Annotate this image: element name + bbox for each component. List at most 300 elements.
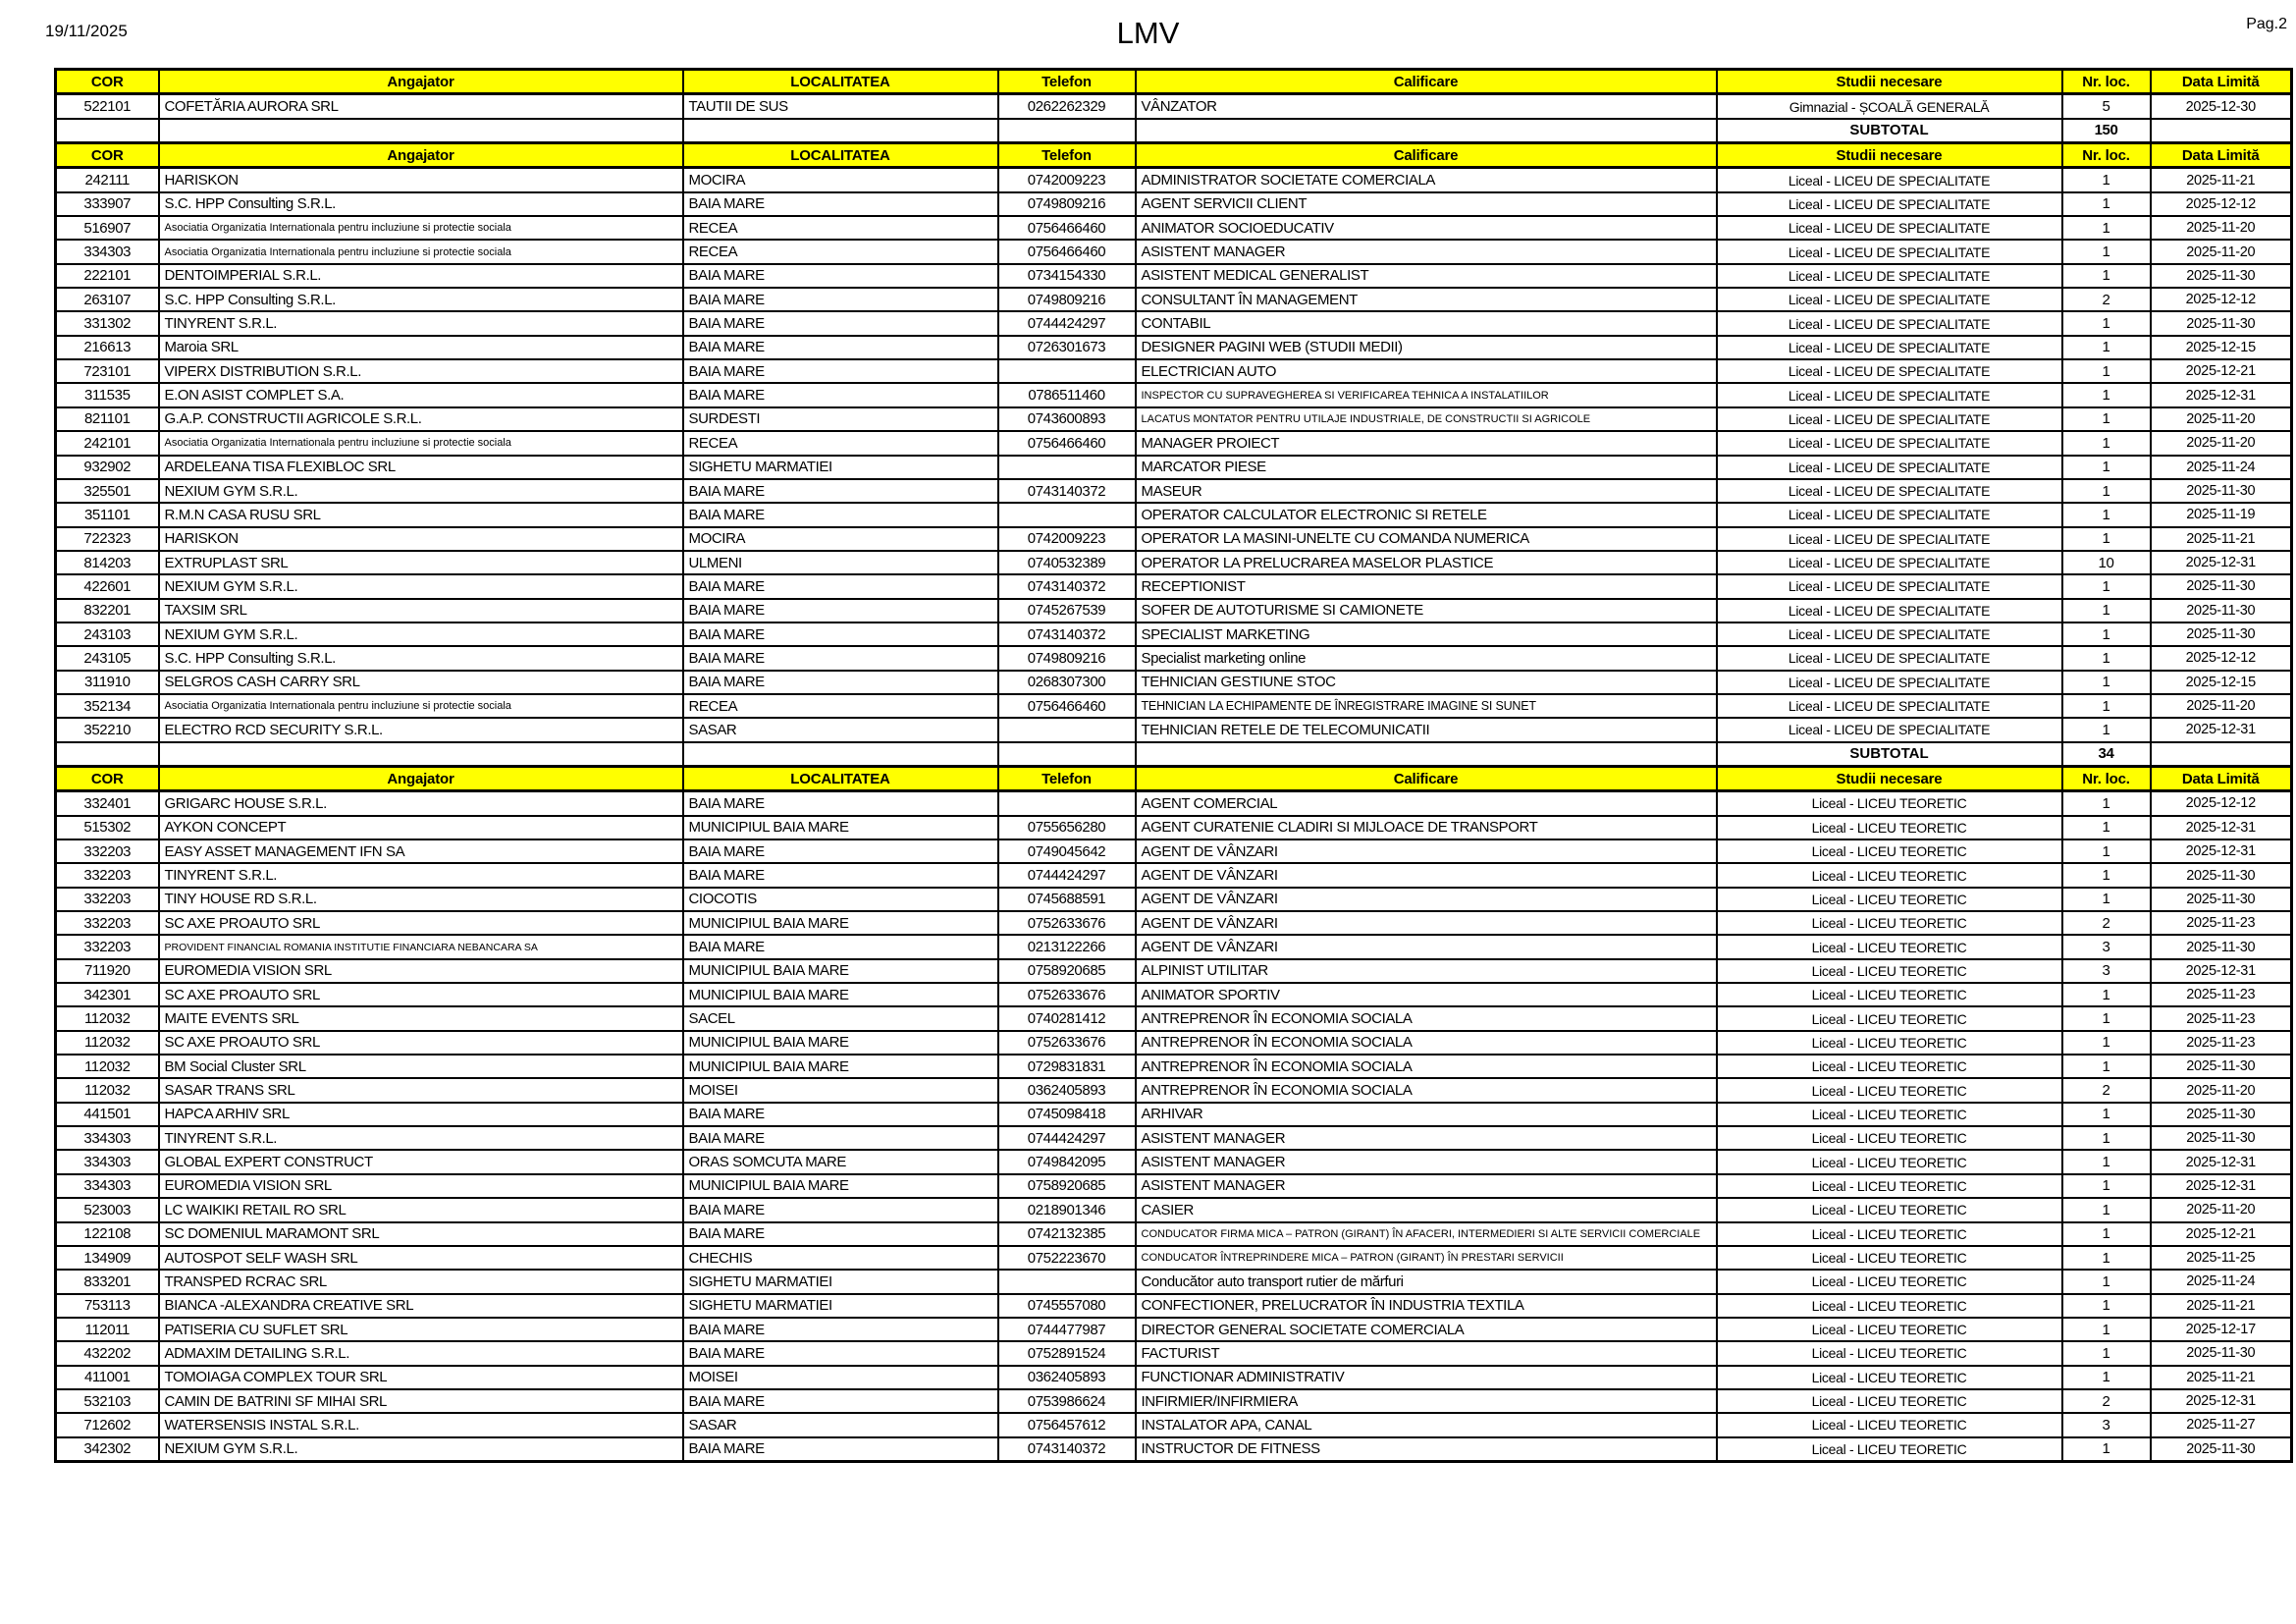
employer-cell: E.ON ASIST COMPLET S.A. — [159, 383, 683, 406]
cor-cell: 411001 — [56, 1366, 159, 1389]
cor-cell: 311535 — [56, 383, 159, 406]
page-number: Pag.2 — [2246, 16, 2287, 32]
locality-cell: SURDESTI — [683, 407, 998, 431]
deadline-cell: 2025-11-20 — [2151, 407, 2292, 431]
phone-cell: 0742009223 — [998, 168, 1136, 192]
phone-cell: 0740281412 — [998, 1006, 1136, 1030]
employer-cell: AUTOSPOT SELF WASH SRL — [159, 1246, 683, 1270]
employer-cell: Asociatia Organizatia Internationala pentru incluziune si protectie sociala — [159, 216, 683, 240]
vacancy-row — [56, 623, 2292, 646]
education-cell: Liceal - LICEU DE SPECIALITATE — [1717, 216, 2062, 240]
phone-cell: 0744424297 — [998, 1126, 1136, 1150]
qualification-cell: ASISTENT MEDICAL GENERALIST — [1136, 264, 1717, 288]
employer-cell: TINY HOUSE RD S.R.L. — [159, 888, 683, 911]
column-header-cor: COR — [56, 70, 159, 94]
phone-cell: 0729831831 — [998, 1055, 1136, 1078]
subtotal-value: 150 — [2062, 119, 2151, 143]
deadline-cell: 2025-11-20 — [2151, 216, 2292, 240]
deadline-cell: 2025-11-30 — [2151, 479, 2292, 503]
positions-cell: 1 — [2062, 623, 2151, 646]
empty-cell — [1136, 742, 1717, 767]
empty-cell — [56, 119, 159, 143]
positions-cell: 2 — [2062, 1078, 2151, 1102]
qualification-cell: INSTALATOR APA, CANAL — [1136, 1413, 1717, 1436]
qualification-cell: ASISTENT MANAGER — [1136, 1126, 1717, 1150]
employer-cell: TINYRENT S.R.L. — [159, 863, 683, 887]
subtotal-row — [56, 742, 2292, 767]
education-cell: Liceal - LICEU DE SPECIALITATE — [1717, 359, 2062, 383]
deadline-cell: 2025-11-30 — [2151, 1103, 2292, 1126]
education-cell: Liceal - LICEU TEORETIC — [1717, 863, 2062, 887]
phone-cell — [998, 359, 1136, 383]
locality-cell: RECEA — [683, 694, 998, 718]
positions-cell: 1 — [2062, 1294, 2151, 1318]
qualification-cell: ASISTENT MANAGER — [1136, 1150, 1717, 1173]
cor-cell: 352210 — [56, 718, 159, 741]
vacancy-row — [56, 888, 2292, 911]
vacancy-row — [56, 646, 2292, 670]
cor-cell: 242111 — [56, 168, 159, 192]
deadline-cell: 2025-11-19 — [2151, 503, 2292, 526]
vacancy-row — [56, 288, 2292, 311]
locality-cell: CIOCOTIS — [683, 888, 998, 911]
education-cell: Liceal - LICEU DE SPECIALITATE — [1717, 240, 2062, 263]
qualification-cell: SOFER DE AUTOTURISME SI CAMIONETE — [1136, 599, 1717, 623]
deadline-cell: 2025-11-30 — [2151, 1055, 2292, 1078]
qualification-cell: ANTREPRENOR ÎN ECONOMIA SOCIALA — [1136, 1031, 1717, 1055]
deadline-cell: 2025-12-15 — [2151, 671, 2292, 694]
phone-cell: 0745557080 — [998, 1294, 1136, 1318]
education-cell: Liceal - LICEU TEORETIC — [1717, 911, 2062, 935]
employer-cell: PATISERIA CU SUFLET SRL — [159, 1318, 683, 1341]
column-header-localitatea: LOCALITATEA — [683, 70, 998, 94]
vacancy-table — [54, 68, 2293, 1463]
phone-cell: 0752633676 — [998, 1031, 1136, 1055]
locality-cell: BAIA MARE — [683, 1198, 998, 1221]
vacancy-row — [56, 503, 2292, 526]
column-header-cor: COR — [56, 143, 159, 168]
vacancy-row — [56, 1150, 2292, 1173]
positions-cell: 1 — [2062, 574, 2151, 598]
positions-cell: 1 — [2062, 1437, 2151, 1462]
vacancy-row — [56, 1270, 2292, 1293]
phone-cell: 0744424297 — [998, 863, 1136, 887]
education-cell: Liceal - LICEU DE SPECIALITATE — [1717, 168, 2062, 192]
qualification-cell: AGENT DE VÂNZARI — [1136, 863, 1717, 887]
locality-cell: SIGHETU MARMATIEI — [683, 456, 998, 479]
phone-cell: 0752633676 — [998, 983, 1136, 1006]
positions-cell: 1 — [2062, 1055, 2151, 1078]
phone-cell: 0362405893 — [998, 1366, 1136, 1389]
positions-cell: 1 — [2062, 359, 2151, 383]
locality-cell: ULMENI — [683, 551, 998, 574]
deadline-cell: 2025-12-21 — [2151, 359, 2292, 383]
education-cell: Liceal - LICEU DE SPECIALITATE — [1717, 288, 2062, 311]
employer-cell: Asociatia Organizatia Internationala pentru incluziune si protectie sociala — [159, 694, 683, 718]
cor-cell: 814203 — [56, 551, 159, 574]
positions-cell: 1 — [2062, 1366, 2151, 1389]
positions-cell: 1 — [2062, 1318, 2151, 1341]
locality-cell: BAIA MARE — [683, 1222, 998, 1246]
vacancy-row — [56, 1437, 2292, 1462]
locality-cell: CHECHIS — [683, 1246, 998, 1270]
employer-cell: AYKON CONCEPT — [159, 816, 683, 839]
phone-cell: 0753986624 — [998, 1389, 1136, 1413]
qualification-cell: AGENT SERVICII CLIENT — [1136, 192, 1717, 216]
cor-cell: 753113 — [56, 1294, 159, 1318]
phone-cell: 0743140372 — [998, 479, 1136, 503]
employer-cell: BIANCA -ALEXANDRA CREATIVE SRL — [159, 1294, 683, 1318]
vacancy-row — [56, 1006, 2292, 1030]
qualification-cell: Conducător auto transport rutier de mărfuri — [1136, 1270, 1717, 1293]
vacancy-row — [56, 1198, 2292, 1221]
education-cell: Liceal - LICEU TEORETIC — [1717, 816, 2062, 839]
positions-cell: 1 — [2062, 1006, 2151, 1030]
positions-cell: 1 — [2062, 383, 2151, 406]
phone-cell: 0758920685 — [998, 1174, 1136, 1198]
positions-cell: 1 — [2062, 839, 2151, 863]
deadline-cell: 2025-11-24 — [2151, 456, 2292, 479]
phone-cell: 0744477987 — [998, 1318, 1136, 1341]
positions-cell: 1 — [2062, 407, 2151, 431]
locality-cell: BAIA MARE — [683, 623, 998, 646]
deadline-cell: 2025-11-20 — [2151, 431, 2292, 455]
qualification-cell: MARCATOR PIESE — [1136, 456, 1717, 479]
qualification-cell: ALPINIST UTILITAR — [1136, 959, 1717, 983]
column-header-angajator: Angajator — [159, 143, 683, 168]
locality-cell: MUNICIPIUL BAIA MARE — [683, 959, 998, 983]
column-header-calificare: Calificare — [1136, 70, 1717, 94]
employer-cell: SELGROS CASH CARRY SRL — [159, 671, 683, 694]
positions-cell: 1 — [2062, 888, 2151, 911]
locality-cell: BAIA MARE — [683, 1389, 998, 1413]
education-cell: Liceal - LICEU TEORETIC — [1717, 1031, 2062, 1055]
locality-cell: BAIA MARE — [683, 574, 998, 598]
deadline-cell: 2025-11-30 — [2151, 1126, 2292, 1150]
cor-cell: 134909 — [56, 1246, 159, 1270]
employer-cell: GRIGARC HOUSE S.R.L. — [159, 791, 683, 816]
vacancy-row — [56, 983, 2292, 1006]
phone-cell: 0749809216 — [998, 288, 1136, 311]
positions-cell: 1 — [2062, 1103, 2151, 1126]
locality-cell: SASAR — [683, 718, 998, 741]
education-cell: Liceal - LICEU DE SPECIALITATE — [1717, 599, 2062, 623]
positions-cell: 1 — [2062, 863, 2151, 887]
cor-cell: 122108 — [56, 1222, 159, 1246]
cor-cell: 441501 — [56, 1103, 159, 1126]
phone-cell: 0756466460 — [998, 240, 1136, 263]
column-header-localitatea: LOCALITATEA — [683, 766, 998, 790]
positions-cell: 1 — [2062, 694, 2151, 718]
phone-cell: 0740532389 — [998, 551, 1136, 574]
phone-cell: 0749045642 — [998, 839, 1136, 863]
education-cell: Liceal - LICEU DE SPECIALITATE — [1717, 407, 2062, 431]
education-cell: Liceal - LICEU TEORETIC — [1717, 888, 2062, 911]
education-cell: Liceal - LICEU TEORETIC — [1717, 1341, 2062, 1365]
phone-cell: 0756466460 — [998, 431, 1136, 455]
cor-cell: 332203 — [56, 911, 159, 935]
column-header-telefon: Telefon — [998, 766, 1136, 790]
cor-cell: 515302 — [56, 816, 159, 839]
cor-cell: 516907 — [56, 216, 159, 240]
locality-cell: BAIA MARE — [683, 1318, 998, 1341]
vacancy-row — [56, 839, 2292, 863]
employer-cell: MAITE EVENTS SRL — [159, 1006, 683, 1030]
qualification-cell: FACTURIST — [1136, 1341, 1717, 1365]
deadline-cell: 2025-11-20 — [2151, 694, 2292, 718]
column-header-telefon: Telefon — [998, 70, 1136, 94]
positions-cell: 1 — [2062, 311, 2151, 335]
deadline-cell: 2025-11-23 — [2151, 1031, 2292, 1055]
education-cell: Liceal - LICEU TEORETIC — [1717, 935, 2062, 958]
locality-cell: BAIA MARE — [683, 935, 998, 958]
positions-cell: 1 — [2062, 1150, 2151, 1173]
positions-cell: 1 — [2062, 216, 2151, 240]
deadline-cell: 2025-12-31 — [2151, 383, 2292, 406]
phone-cell: 0743140372 — [998, 574, 1136, 598]
employer-cell: ARDELEANA TISA FLEXIBLOC SRL — [159, 456, 683, 479]
phone-cell: 0268307300 — [998, 671, 1136, 694]
phone-cell — [998, 456, 1136, 479]
column-header-studii: Studii necesare — [1717, 766, 2062, 790]
education-cell: Liceal - LICEU TEORETIC — [1717, 1174, 2062, 1198]
vacancy-row — [56, 383, 2292, 406]
column-header-data-limita: Data Limită — [2151, 70, 2292, 94]
locality-cell: MUNICIPIUL BAIA MARE — [683, 816, 998, 839]
qualification-cell: DIRECTOR GENERAL SOCIETATE COMERCIALA — [1136, 1318, 1717, 1341]
locality-cell: BAIA MARE — [683, 383, 998, 406]
vacancy-row — [56, 911, 2292, 935]
cor-cell: 112032 — [56, 1078, 159, 1102]
qualification-cell: ASISTENT MANAGER — [1136, 240, 1717, 263]
vacancy-row — [56, 1078, 2292, 1102]
employer-cell: EUROMEDIA VISION SRL — [159, 1174, 683, 1198]
cor-cell: 222101 — [56, 264, 159, 288]
education-cell: Liceal - LICEU TEORETIC — [1717, 1126, 2062, 1150]
cor-cell: 112032 — [56, 1031, 159, 1055]
qualification-cell: VÂNZATOR — [1136, 94, 1717, 119]
qualification-cell: CONDUCATOR ÎNTREPRINDERE MICA – PATRON (GIRANT) ÎN PRESTARI SERVICII — [1136, 1246, 1717, 1270]
cor-cell: 832201 — [56, 599, 159, 623]
phone-cell: 0743600893 — [998, 407, 1136, 431]
cor-cell: 821101 — [56, 407, 159, 431]
locality-cell: MUNICIPIUL BAIA MARE — [683, 983, 998, 1006]
education-cell: Liceal - LICEU TEORETIC — [1717, 959, 2062, 983]
cor-cell: 112032 — [56, 1055, 159, 1078]
education-cell: Liceal - LICEU DE SPECIALITATE — [1717, 718, 2062, 741]
education-cell: Liceal - LICEU TEORETIC — [1717, 791, 2062, 816]
cor-cell: 522101 — [56, 94, 159, 119]
qualification-cell: CONTABIL — [1136, 311, 1717, 335]
employer-cell: HARISKON — [159, 527, 683, 551]
education-cell: Liceal - LICEU DE SPECIALITATE — [1717, 574, 2062, 598]
employer-cell: COFETĂRIA AURORA SRL — [159, 94, 683, 119]
cor-cell: 342301 — [56, 983, 159, 1006]
locality-cell: BAIA MARE — [683, 1126, 998, 1150]
deadline-cell: 2025-11-30 — [2151, 863, 2292, 887]
vacancy-row — [56, 431, 2292, 455]
column-header-angajator: Angajator — [159, 766, 683, 790]
employer-cell: HAPCA ARHIV SRL — [159, 1103, 683, 1126]
qualification-cell: ADMINISTRATOR SOCIETATE COMERCIALA — [1136, 168, 1717, 192]
vacancy-row — [56, 216, 2292, 240]
qualification-cell: AGENT DE VÂNZARI — [1136, 888, 1717, 911]
locality-cell: MUNICIPIUL BAIA MARE — [683, 1031, 998, 1055]
deadline-cell: 2025-11-20 — [2151, 1198, 2292, 1221]
qualification-cell: RECEPTIONIST — [1136, 574, 1717, 598]
phone-cell: 0744424297 — [998, 311, 1136, 335]
vacancy-row — [56, 816, 2292, 839]
positions-cell: 3 — [2062, 935, 2151, 958]
deadline-cell: 2025-12-31 — [2151, 816, 2292, 839]
deadline-cell: 2025-12-12 — [2151, 646, 2292, 670]
deadline-cell: 2025-12-31 — [2151, 959, 2292, 983]
deadline-cell: 2025-11-21 — [2151, 168, 2292, 192]
locality-cell: MOISEI — [683, 1078, 998, 1102]
employer-cell: Maroia SRL — [159, 336, 683, 359]
locality-cell: BAIA MARE — [683, 839, 998, 863]
qualification-cell: AGENT COMERCIAL — [1136, 791, 1717, 816]
vacancy-row — [56, 527, 2292, 551]
locality-cell: BAIA MARE — [683, 1103, 998, 1126]
education-cell: Liceal - LICEU DE SPECIALITATE — [1717, 551, 2062, 574]
deadline-cell: 2025-12-31 — [2151, 1174, 2292, 1198]
education-cell: Liceal - LICEU DE SPECIALITATE — [1717, 311, 2062, 335]
positions-cell: 1 — [2062, 336, 2151, 359]
education-cell: Liceal - LICEU DE SPECIALITATE — [1717, 336, 2062, 359]
employer-cell: SC DOMENIUL MARAMONT SRL — [159, 1222, 683, 1246]
cor-cell: 342302 — [56, 1437, 159, 1462]
vacancy-row — [56, 359, 2292, 383]
employer-cell: LC WAIKIKI RETAIL RO SRL — [159, 1198, 683, 1221]
column-header-nr-loc: Nr. loc. — [2062, 70, 2151, 94]
education-cell: Liceal - LICEU DE SPECIALITATE — [1717, 431, 2062, 455]
locality-cell: BAIA MARE — [683, 479, 998, 503]
positions-cell: 1 — [2062, 1198, 2151, 1221]
education-cell: Liceal - LICEU TEORETIC — [1717, 839, 2062, 863]
locality-cell: RECEA — [683, 431, 998, 455]
phone-cell: 0743140372 — [998, 1437, 1136, 1462]
employer-cell: TAXSIM SRL — [159, 599, 683, 623]
education-cell: Liceal - LICEU TEORETIC — [1717, 1318, 2062, 1341]
employer-cell: NEXIUM GYM S.R.L. — [159, 574, 683, 598]
phone-cell: 0755656280 — [998, 816, 1136, 839]
qualification-cell: MANAGER PROIECT — [1136, 431, 1717, 455]
deadline-cell: 2025-11-20 — [2151, 1078, 2292, 1102]
locality-cell: RECEA — [683, 240, 998, 263]
education-cell: Liceal - LICEU TEORETIC — [1717, 1294, 2062, 1318]
locality-cell: BAIA MARE — [683, 311, 998, 335]
employer-cell: VIPERX DISTRIBUTION S.R.L. — [159, 359, 683, 383]
education-cell: Liceal - LICEU DE SPECIALITATE — [1717, 456, 2062, 479]
education-cell: Liceal - LICEU TEORETIC — [1717, 983, 2062, 1006]
qualification-cell: CONDUCATOR FIRMA MICA – PATRON (GIRANT) ÎN AFACERI, INTERMEDIERI SI ALTE SERVICII COMERCIALE — [1136, 1222, 1717, 1246]
education-cell: Liceal - LICEU DE SPECIALITATE — [1717, 383, 2062, 406]
education-cell: Liceal - LICEU DE SPECIALITATE — [1717, 527, 2062, 551]
cor-cell: 311910 — [56, 671, 159, 694]
phone-cell: 0749842095 — [998, 1150, 1136, 1173]
column-header-nr-loc: Nr. loc. — [2062, 766, 2151, 790]
positions-cell: 5 — [2062, 94, 2151, 119]
positions-cell: 1 — [2062, 816, 2151, 839]
cor-cell: 331302 — [56, 311, 159, 335]
cor-cell: 334303 — [56, 240, 159, 263]
employer-cell: ADMAXIM DETAILING S.R.L. — [159, 1341, 683, 1365]
vacancy-row — [56, 959, 2292, 983]
column-header-calificare: Calificare — [1136, 766, 1717, 790]
phone-cell: 0756466460 — [998, 694, 1136, 718]
qualification-cell: CONSULTANT ÎN MANAGEMENT — [1136, 288, 1717, 311]
locality-cell: SIGHETU MARMATIEI — [683, 1270, 998, 1293]
positions-cell: 1 — [2062, 1270, 2151, 1293]
deadline-cell: 2025-12-30 — [2151, 94, 2292, 119]
employer-cell: TINYRENT S.R.L. — [159, 1126, 683, 1150]
deadline-cell: 2025-11-30 — [2151, 599, 2292, 623]
vacancy-row — [56, 1413, 2292, 1436]
positions-cell: 1 — [2062, 527, 2151, 551]
deadline-cell: 2025-11-21 — [2151, 1366, 2292, 1389]
employer-cell: HARISKON — [159, 168, 683, 192]
column-header-calificare: Calificare — [1136, 143, 1717, 168]
employer-cell: CAMIN DE BATRINI SF MIHAI SRL — [159, 1389, 683, 1413]
phone-cell — [998, 791, 1136, 816]
phone-cell: 0752633676 — [998, 911, 1136, 935]
column-header-studii: Studii necesare — [1717, 143, 2062, 168]
positions-cell: 1 — [2062, 1174, 2151, 1198]
empty-cell — [159, 119, 683, 143]
locality-cell: MOISEI — [683, 1366, 998, 1389]
cor-cell: 243105 — [56, 646, 159, 670]
positions-cell: 1 — [2062, 791, 2151, 816]
qualification-cell: ELECTRICIAN AUTO — [1136, 359, 1717, 383]
positions-cell: 2 — [2062, 911, 2151, 935]
locality-cell: SASAR — [683, 1413, 998, 1436]
cor-cell: 712602 — [56, 1413, 159, 1436]
table-header-row — [56, 143, 2292, 168]
education-cell: Liceal - LICEU DE SPECIALITATE — [1717, 623, 2062, 646]
phone-cell: 0213122266 — [998, 935, 1136, 958]
qualification-cell: ANTREPRENOR ÎN ECONOMIA SOCIALA — [1136, 1055, 1717, 1078]
empty-cell — [2151, 742, 2292, 767]
qualification-cell: OPERATOR LA MASINI-UNELTE CU COMANDA NUMERICA — [1136, 527, 1717, 551]
employer-cell: TOMOIAGA COMPLEX TOUR SRL — [159, 1366, 683, 1389]
column-header-localitatea: LOCALITATEA — [683, 143, 998, 168]
vacancy-row — [56, 1222, 2292, 1246]
education-cell: Liceal - LICEU TEORETIC — [1717, 1006, 2062, 1030]
education-cell: Liceal - LICEU DE SPECIALITATE — [1717, 479, 2062, 503]
vacancy-row — [56, 336, 2292, 359]
positions-cell: 1 — [2062, 1126, 2151, 1150]
vacancy-row — [56, 407, 2292, 431]
phone-cell: 0734154330 — [998, 264, 1136, 288]
cor-cell: 334303 — [56, 1174, 159, 1198]
column-header-telefon: Telefon — [998, 143, 1136, 168]
subtotal-value: 34 — [2062, 742, 2151, 767]
cor-cell: 332401 — [56, 791, 159, 816]
qualification-cell: AGENT DE VÂNZARI — [1136, 911, 1717, 935]
empty-cell — [2151, 119, 2292, 143]
positions-cell: 1 — [2062, 1031, 2151, 1055]
positions-cell: 1 — [2062, 671, 2151, 694]
employer-cell: SC AXE PROAUTO SRL — [159, 1031, 683, 1055]
education-cell: Liceal - LICEU TEORETIC — [1717, 1078, 2062, 1102]
vacancy-row — [56, 94, 2292, 119]
qualification-cell: OPERATOR CALCULATOR ELECTRONIC SI RETELE — [1136, 503, 1717, 526]
phone-cell: 0743140372 — [998, 623, 1136, 646]
deadline-cell: 2025-11-21 — [2151, 527, 2292, 551]
positions-cell: 1 — [2062, 1341, 2151, 1365]
employer-cell: SASAR TRANS SRL — [159, 1078, 683, 1102]
